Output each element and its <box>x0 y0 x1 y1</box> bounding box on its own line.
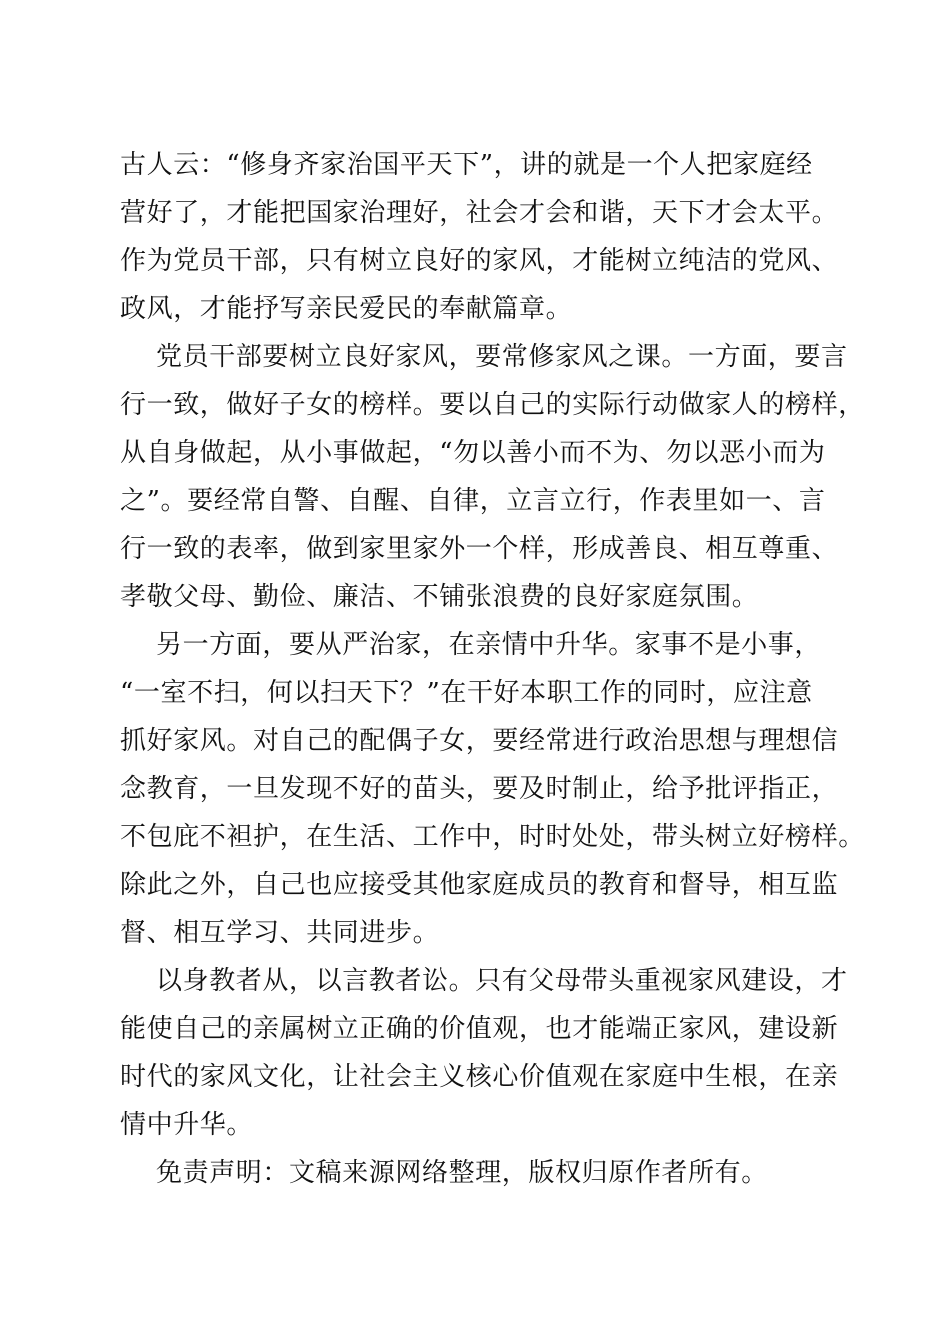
paragraph-family-lessons <box>120 333 865 621</box>
paragraph-strict-family <box>120 621 865 957</box>
text-line: 之”。要经常自警、自醒、自律，立言立行，作表里如一、言 <box>120 486 826 516</box>
paragraph-lead-by-example <box>120 957 848 1149</box>
text-line: 从自身做起，从小事做起，“勿以善小而不为、勿以恶小而为 <box>120 438 826 468</box>
text-line: 党员干部要树立良好家风，要常修家风之课。一方面，要言 <box>156 342 848 372</box>
text-line: 行一致，做好子女的榜样。要以自己的实际行动做家人的榜样， <box>120 390 865 420</box>
text-line: “一室不扫，何以扫天下？”在干好本职工作的同时，应注意 <box>120 678 813 708</box>
text-line: 除此之外，自己也应接受其他家庭成员的教育和督导，相互监 <box>120 870 839 900</box>
paragraph-disclaimer <box>120 1149 840 1197</box>
text-line: 念教育，一旦发现不好的苗头，要及时制止，给予批评指正， <box>120 774 839 804</box>
text-line: 以身教者从，以言教者讼。只有父母带头重视家风建设，才 <box>156 966 848 996</box>
text-line: 作为党员干部，只有树立良好的家风，才能树立纯洁的党风、 <box>120 246 839 276</box>
text-line: 营好了，才能把国家治理好，社会才会和谐，天下才会太平。 <box>120 198 839 228</box>
text-line: 时代的家风文化，让社会主义核心价值观在家庭中生根，在亲 <box>120 1062 839 1092</box>
paragraph-intro <box>120 141 840 333</box>
text-line: 古人云：“修身齐家治国平天下”，讲的就是一个人把家庭经 <box>120 150 813 180</box>
text-line: 孝敬父母、勤俭、廉洁、不铺张浪费的良好家庭氛围。 <box>120 582 759 612</box>
disclaimer-text: 免责声明：文稿来源网络整理，版权归原作者所有。 <box>156 1158 768 1188</box>
text-line: 抓好家风。对自己的配偶子女，要经常进行政治思想与理想信 <box>120 726 839 756</box>
text-line: 督、相互学习、共同进步。 <box>120 918 440 948</box>
text-line: 不包庇不袒护，在生活、工作中，时时处处，带头树立好榜样。 <box>120 822 865 852</box>
text-line: 另一方面，要从严治家，在亲情中升华。家事不是小事， <box>156 630 822 660</box>
document-body <box>120 141 865 1197</box>
text-line: 情中升华。 <box>120 1110 254 1140</box>
text-line: 行一致的表率，做到家里家外一个样，形成善良、相互尊重、 <box>120 534 839 564</box>
text-line: 政风，才能抒写亲民爱民的奉献篇章。 <box>120 294 573 324</box>
text-line: 能使自己的亲属树立正确的价值观，也才能端正家风，建设新 <box>120 1014 839 1044</box>
